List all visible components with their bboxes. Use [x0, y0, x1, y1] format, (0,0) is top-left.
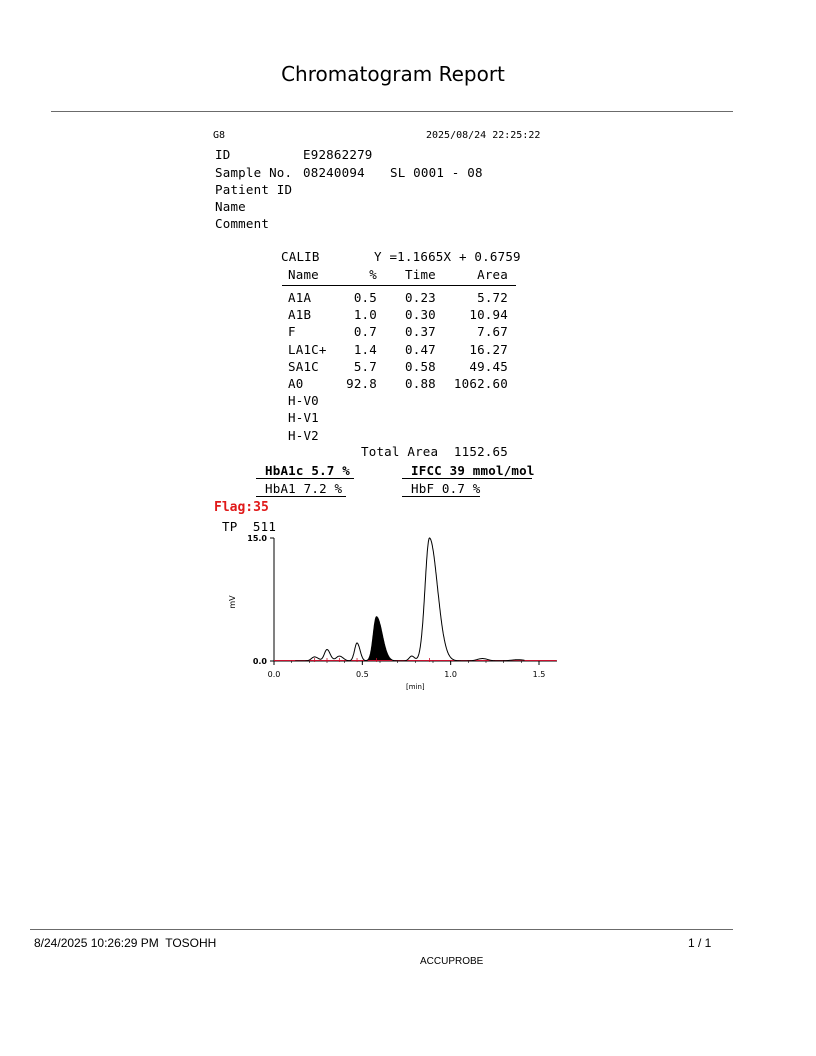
hba1c-result: HbA1c 5.7 %: [265, 463, 350, 478]
calib-row-time: 0.23: [405, 290, 436, 305]
report-title: Chromatogram Report: [281, 62, 505, 86]
x-axis-label: [min]: [405, 683, 425, 691]
calib-row-time: 0.88: [405, 376, 436, 391]
calib-row-pct: 0.7: [353, 324, 377, 339]
footer-center-label: ACCUPROBE: [420, 956, 484, 967]
calib-row-area: 5.72: [477, 290, 508, 305]
id-label: ID: [215, 147, 231, 162]
hba1-result: HbA1 7.2 %: [265, 481, 343, 496]
calib-row-time: 0.37: [405, 324, 436, 339]
calib-row-name: SA1C: [288, 359, 319, 374]
table-header-rule: [282, 285, 516, 286]
calib-row-area: 10.94: [469, 307, 508, 322]
x-tick-label: 0.0: [267, 670, 281, 679]
calib-row-name: H-V2: [288, 428, 319, 443]
calib-row-time: 0.58: [405, 359, 436, 374]
calib-row-pct: 1.0: [353, 307, 377, 322]
patient-id-label: Patient ID: [215, 182, 293, 197]
calib-row-pct: 92.8: [346, 376, 377, 391]
x-tick-label: 1.0: [444, 670, 458, 679]
hba1c-underline: [256, 478, 354, 479]
ifcc-underline: [402, 478, 532, 479]
sample-value: 08240094: [303, 165, 365, 180]
tp-value: TP 511: [222, 519, 277, 534]
col-header-time: Time: [405, 267, 436, 282]
col-header-name: Name: [288, 267, 319, 282]
id-value: E92862279: [303, 147, 373, 162]
calib-row-area: 7.67: [477, 324, 508, 339]
title-divider: [51, 111, 733, 112]
footer-divider: [30, 929, 733, 930]
y-tick-label: 15.0: [247, 534, 267, 543]
col-header-pct: %: [369, 267, 377, 282]
footer-timestamp: 8/24/2025 10:26:29 PM TOSOHH: [34, 936, 217, 950]
x-tick-label: 0.5: [355, 670, 369, 679]
sample-label: Sample No.: [215, 165, 293, 180]
calib-row-name: H-V0: [288, 393, 319, 408]
calib-row-area: 49.45: [469, 359, 508, 374]
x-tick-label: 1.5: [532, 670, 546, 679]
hba1-underline: [256, 496, 346, 497]
y-axis-label: mV: [228, 595, 237, 609]
y-tick-label: 0.0: [252, 657, 267, 666]
calib-row-time: 0.30: [405, 307, 436, 322]
chromatogram-chart: [210, 530, 570, 695]
calib-label: CALIB: [281, 249, 320, 264]
total-area-label: Total Area: [361, 444, 439, 459]
page-number: 1 / 1: [688, 936, 712, 950]
calib-row-pct: 1.4: [353, 342, 377, 357]
hbf-result: HbF 0.7 %: [411, 481, 481, 496]
flag-indicator: Flag:35: [214, 500, 269, 515]
sl-value: SL 0001 - 08: [390, 165, 483, 180]
calib-row-name: H-V1: [288, 410, 319, 425]
calib-row-area: 1062.60: [453, 376, 508, 391]
instrument-label: G8: [213, 130, 226, 141]
calib-row-time: 0.47: [405, 342, 436, 357]
calib-row-pct: 5.7: [353, 359, 377, 374]
comment-label: Comment: [215, 216, 270, 231]
calib-row-name: F: [288, 324, 296, 339]
name-label: Name: [215, 199, 246, 214]
calib-row-name: A1B: [288, 307, 312, 322]
calib-equation: Y =1.1665X + 0.6759: [374, 249, 521, 264]
chromatogram-trace: [295, 538, 524, 661]
ifcc-result: IFCC 39 mmol/mol: [411, 463, 535, 478]
hbf-underline: [402, 496, 480, 497]
total-area-value: 1152.65: [453, 444, 508, 459]
col-header-area: Area: [477, 267, 508, 282]
calib-row-pct: 0.5: [353, 290, 377, 305]
calib-row-area: 16.27: [469, 342, 508, 357]
report-datetime: 2025/08/24 22:25:22: [426, 130, 541, 141]
calib-row-name: A1A: [288, 290, 312, 305]
calib-row-name: A0: [288, 376, 304, 391]
calib-row-name: LA1C+: [288, 342, 327, 357]
